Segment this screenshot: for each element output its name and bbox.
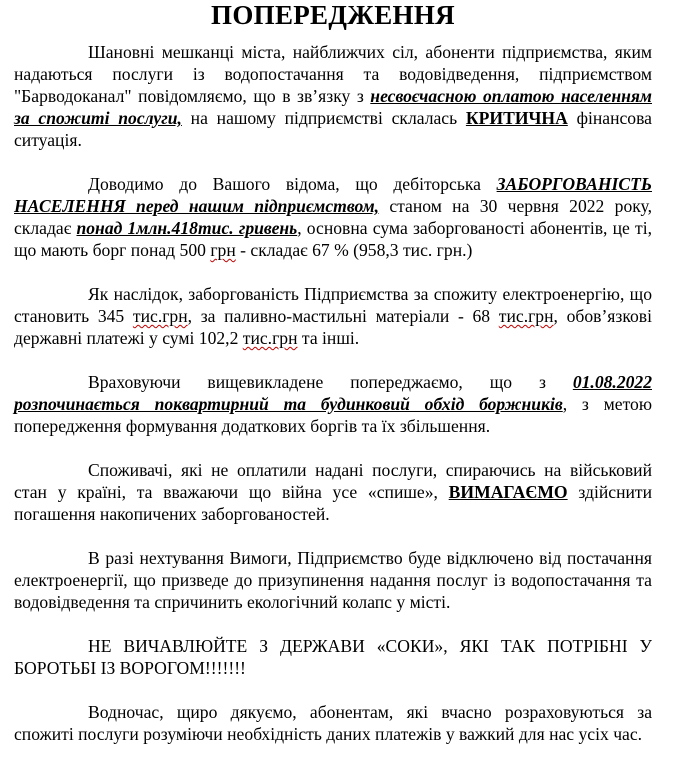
paragraph-thanks [14, 701, 652, 745]
text-span: , за паливно-мастильні матеріали - 68 [187, 306, 499, 326]
text-span: В разі нехтування Вимоги, Підприємство буде відключено від постачання електроенергії, що призведе до призупинення надання послуг із водопостачання та водовідведення та спричинить екологічний колапс у місті. [14, 548, 652, 612]
text-span: НЕ ВИЧАВЛЮЙТЕ З ДЕРЖАВИ «СОКИ», ЯКІ ТАК ПОТРІБНІ У БОРОТЬБІ ІЗ ВОРОГОМ!!!!!!! [14, 636, 652, 678]
paragraph-demand [14, 459, 652, 525]
paragraph-warning [14, 371, 652, 437]
text-span: та інші. [297, 328, 360, 348]
text-span: Шановні мешканці міста, найближчих сіл, абоненти підприємства, яким надаються послуги із водопостачання та водовідведення, підприємством "Барводоканал" повідомляємо, що в зв’язку з [14, 42, 652, 106]
document-page [14, 0, 652, 745]
text-span: здійснити погашення накопичених заборгованостей. [14, 482, 653, 524]
emphasis-debt: ЗАБОРГОВАНІСТЬ НАСЕЛЕННЯ перед нашим підприємством, [14, 174, 652, 216]
text-span: , з метою попередження формування додаткових боргів та їх збільшення. [14, 394, 652, 436]
spellcheck-word: тис.грн [498, 306, 554, 326]
text-span: Водночас, щиро дякуємо, абонентам, які вчасно розраховуються за спожиті послуги розуміючи необхідність даних платежів у важкий для нас усіх час. [14, 702, 652, 744]
paragraph-disconnection [14, 547, 652, 613]
spellcheck-word: тис.грн [132, 306, 188, 326]
text-span: , обов’язкові державні платежі у сумі 102,2 [14, 306, 652, 348]
emphasis-critical: КРИТИЧНА [465, 108, 568, 128]
text-span: Як наслідок, заборгованість Підприємства за спожиту електроенергію, що становить 345 [14, 284, 652, 326]
text-span: - складає 67 % (958,3 тис. грн.) [235, 240, 473, 260]
emphasis-debt-amount: понад 1млн.418тис. гривень [76, 218, 298, 238]
page-title: ПОПЕРЕДЖЕННЯ [211, 0, 455, 30]
text-span: Споживачі, які не оплатили надані послуги, спираючись на військовий стан у країні, та вважаючи що війна усе «спише», [14, 460, 652, 502]
text-span: на нашому підприємстві склалась [181, 108, 466, 128]
text-span: фінансова ситуація. [14, 108, 652, 150]
paragraph-appeal [14, 635, 652, 679]
paragraph-intro [14, 41, 652, 151]
spellcheck-word: тис.грн [242, 328, 298, 348]
text-span: , основна сума заборгованості абонентів, це ті, що мають борг понад 500 [14, 218, 653, 260]
emphasis-demand: ВИМАГАЄМО [448, 482, 568, 502]
paragraph-debt [14, 173, 652, 261]
text-span: Доводимо до Вашого відома, що дебіторська [88, 174, 497, 194]
paragraph-consequence [14, 283, 652, 349]
text-span: станом на 30 червня 2022 року, складає [14, 196, 652, 238]
spellcheck-word: грн [210, 240, 236, 260]
text-span: Враховуючи вищевикладене попереджаємо, що з [88, 372, 573, 392]
emphasis-date-inspection: 01.08.2022 розпочинається поквартирний та будинковий обхід боржників [14, 372, 652, 414]
emphasis-late-payment: несвоєчасною оплатою населенням за спожиті послуги, [14, 86, 652, 128]
